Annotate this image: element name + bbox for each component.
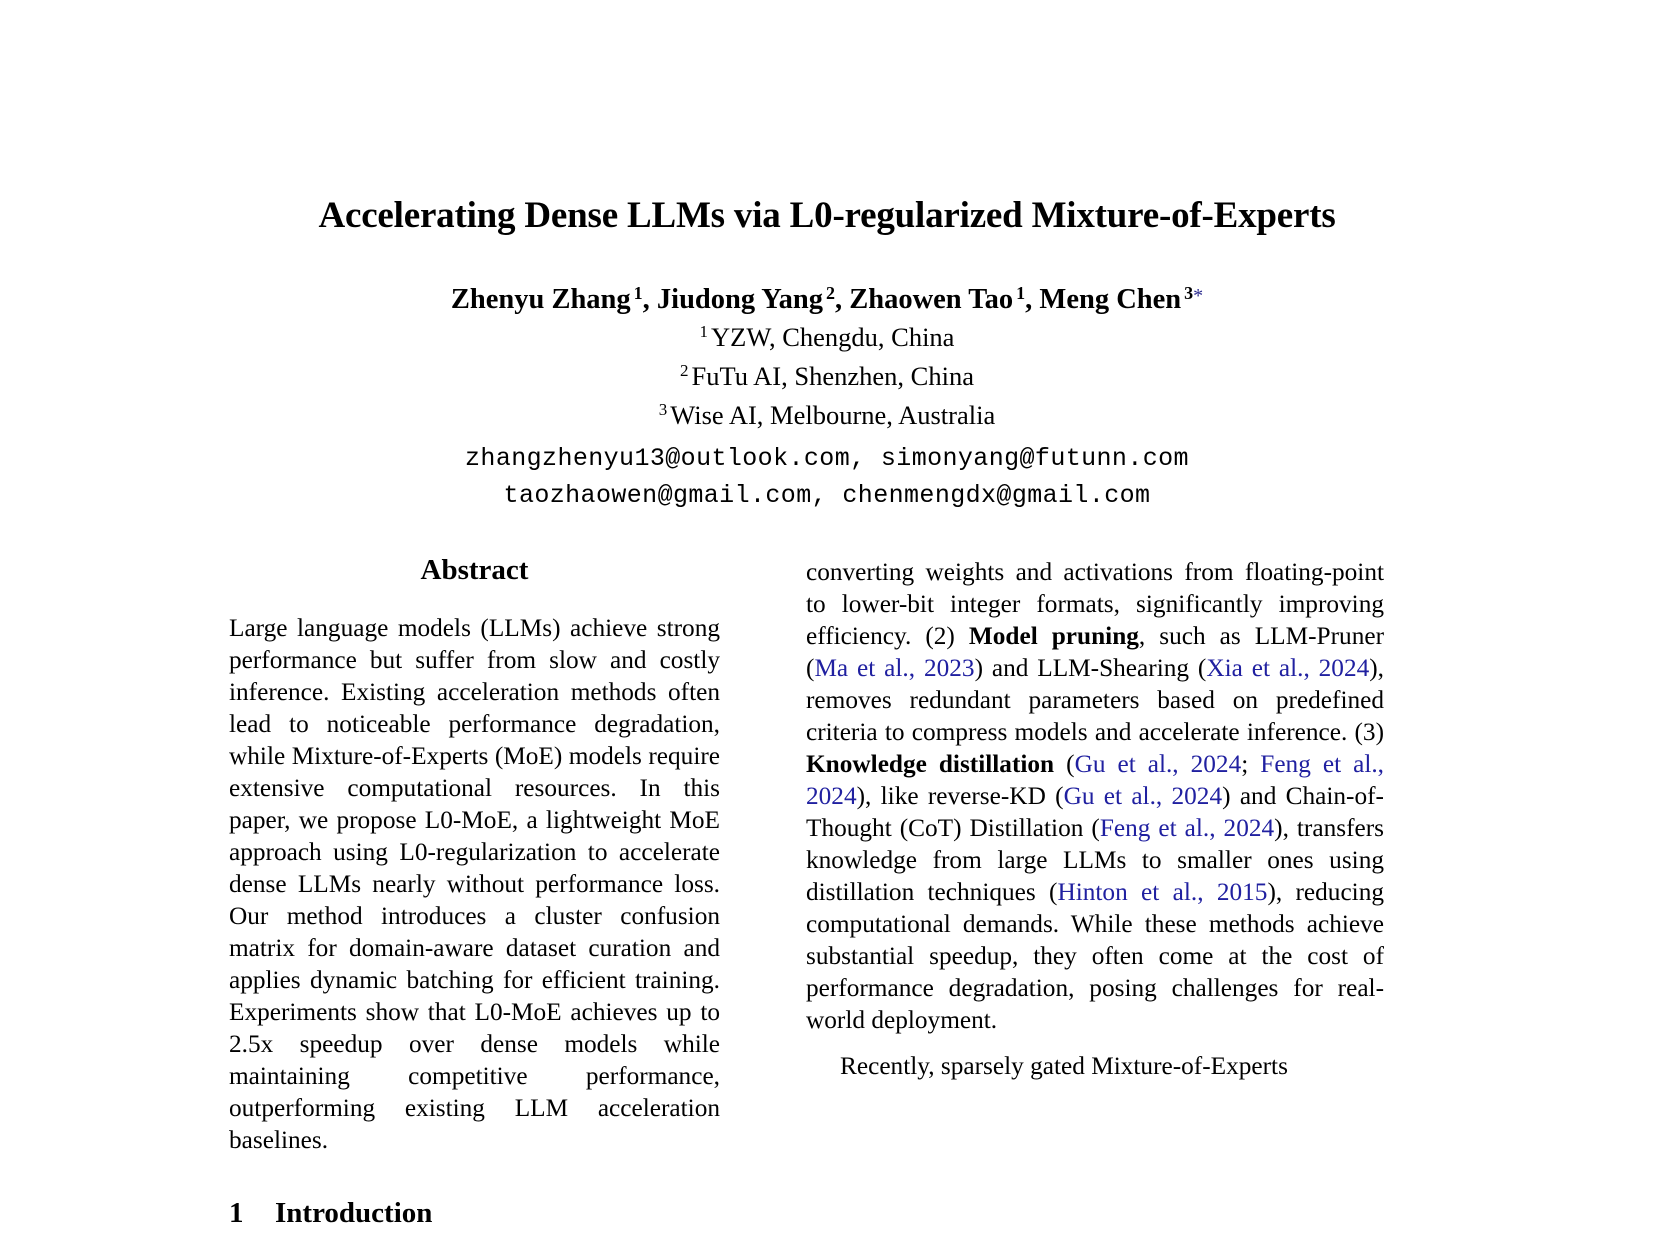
text-segment-5: ( [1054, 750, 1075, 778]
author-name-2: Jiudong Yang [656, 283, 823, 315]
text-segment-8: ) and Chain-of-Thought (CoT) Distillation ( [806, 782, 1384, 842]
citation-link-xia-2024[interactable]: Xia et al., 2024 [1206, 654, 1370, 682]
author-separator-2: , [834, 283, 850, 315]
abstract-heading: Abstract [420, 556, 529, 586]
emphasis-model-pruning: Model pruning [968, 622, 1139, 650]
citation-link-feng-2024-b[interactable]: Feng et al., 2024 [1099, 814, 1275, 842]
affiliation-text-3: Wise AI, Melbourne, Australia [670, 400, 996, 431]
citation-link-gu-2024-a[interactable]: Gu et al., 2024 [1074, 750, 1242, 778]
author-affil-marker-2: 2 [825, 282, 835, 303]
author-affil-marker-3: 1 [1016, 282, 1026, 303]
text-segment-2: , such as LLM-Pruner ( [806, 622, 1384, 682]
section-title: Introduction [275, 1197, 433, 1229]
author-separator-3: , [1025, 283, 1040, 315]
related-work-paragraph [806, 556, 1384, 1036]
text-segment-1: converting weights and activations from floating-point to lower-bit integer formats, significantly improving efficiency. (2) [806, 558, 1384, 650]
author-name-3: Zhaowen Tao [849, 283, 1014, 315]
column-left [229, 556, 720, 1230]
author-separator-1: , [642, 283, 657, 315]
body-columns [0, 556, 1654, 1246]
citation-link-feng-2024-a[interactable]: Feng et al., 2024 [806, 750, 1384, 810]
author-affil-marker-4: 3 [1184, 282, 1194, 303]
text-segment-3: ) and LLM-Shearing ( [974, 654, 1207, 682]
affiliation-text-1: YZW, Chengdu, China [711, 322, 955, 353]
author-affil-marker-1: 1 [633, 282, 643, 303]
email-block [0, 441, 1654, 514]
section-heading-introduction [229, 1198, 720, 1230]
corresponding-author-asterisk: * [1193, 284, 1204, 307]
abstract-paragraph: Large language models (LLMs) achieve strong performance but suffer from slow and costly inference. Existing acceleration methods often lead to noticeable performance degradation, while Mixture-of-Experts (MoE) models require extensive computational resources. In this paper, we propose L0-MoE, a lightweight MoE approach using L0-regularization to accelerate dense LLMs nearly without performance loss. Our method introduces a cluster confusion matrix for domain-aware dataset curation and applies dynamic batching for efficient training. Experiments show that L0-MoE achieves up to 2.5x speedup over dense models while maintaining competitive performance, outperforming existing LLM acceleration baselines. [229, 614, 720, 1154]
author-list [0, 283, 1654, 317]
citation-link-ma-2023[interactable]: Ma et al., 2023 [814, 654, 975, 682]
text-segment-10: ), reducing computational demands. While these methods achieve substantial speedup, they often come at the cost of performance degradation, posing challenges for real-world deployment. [806, 878, 1384, 1034]
affiliation-1 [0, 320, 1654, 355]
affiliation-3 [0, 398, 1654, 433]
text-segment-4: ), removes redundant parameters based on predefined criteria to compress models and accelerate inference. (3) [806, 654, 1384, 746]
author-name-1: Zhenyu Zhang [450, 283, 631, 315]
affiliation-marker-1: 1 [699, 322, 709, 342]
section-number: 1 [229, 1197, 244, 1229]
author-name-4: Meng Chen [1039, 283, 1182, 315]
email-line-1[interactable]: zhangzhenyu13@outlook.com, simonyang@futunn.com [465, 444, 1189, 474]
title-block [0, 196, 1654, 514]
citation-link-gu-2024-b[interactable]: Gu et al., 2024 [1063, 782, 1223, 810]
emphasis-knowledge-distillation: Knowledge distillation [806, 750, 1055, 778]
text-segment-9: ), transfers knowledge from large LLMs to smaller ones using distillation techniques ( [806, 814, 1384, 906]
citation-link-hinton-2015[interactable]: Hinton et al., 2015 [1057, 878, 1268, 906]
affiliation-marker-3: 3 [658, 400, 668, 420]
affiliation-marker-2: 2 [680, 361, 689, 381]
moe-paragraph: Recently, sparsely gated Mixture-of-Experts [840, 1052, 1288, 1080]
column-right [806, 556, 1384, 1082]
affiliation-2 [0, 359, 1654, 394]
text-segment-7: ), like reverse-KD ( [856, 782, 1064, 810]
text-segment-6: ; [1241, 750, 1261, 778]
page-title: Accelerating Dense LLMs via L0-regularized Mixture-of-Experts [318, 195, 1336, 236]
email-line-2[interactable]: taozhaowen@gmail.com, chenmengdx@gmail.com [503, 480, 1151, 510]
affiliation-text-2: FuTu AI, Shenzhen, China [691, 361, 974, 392]
